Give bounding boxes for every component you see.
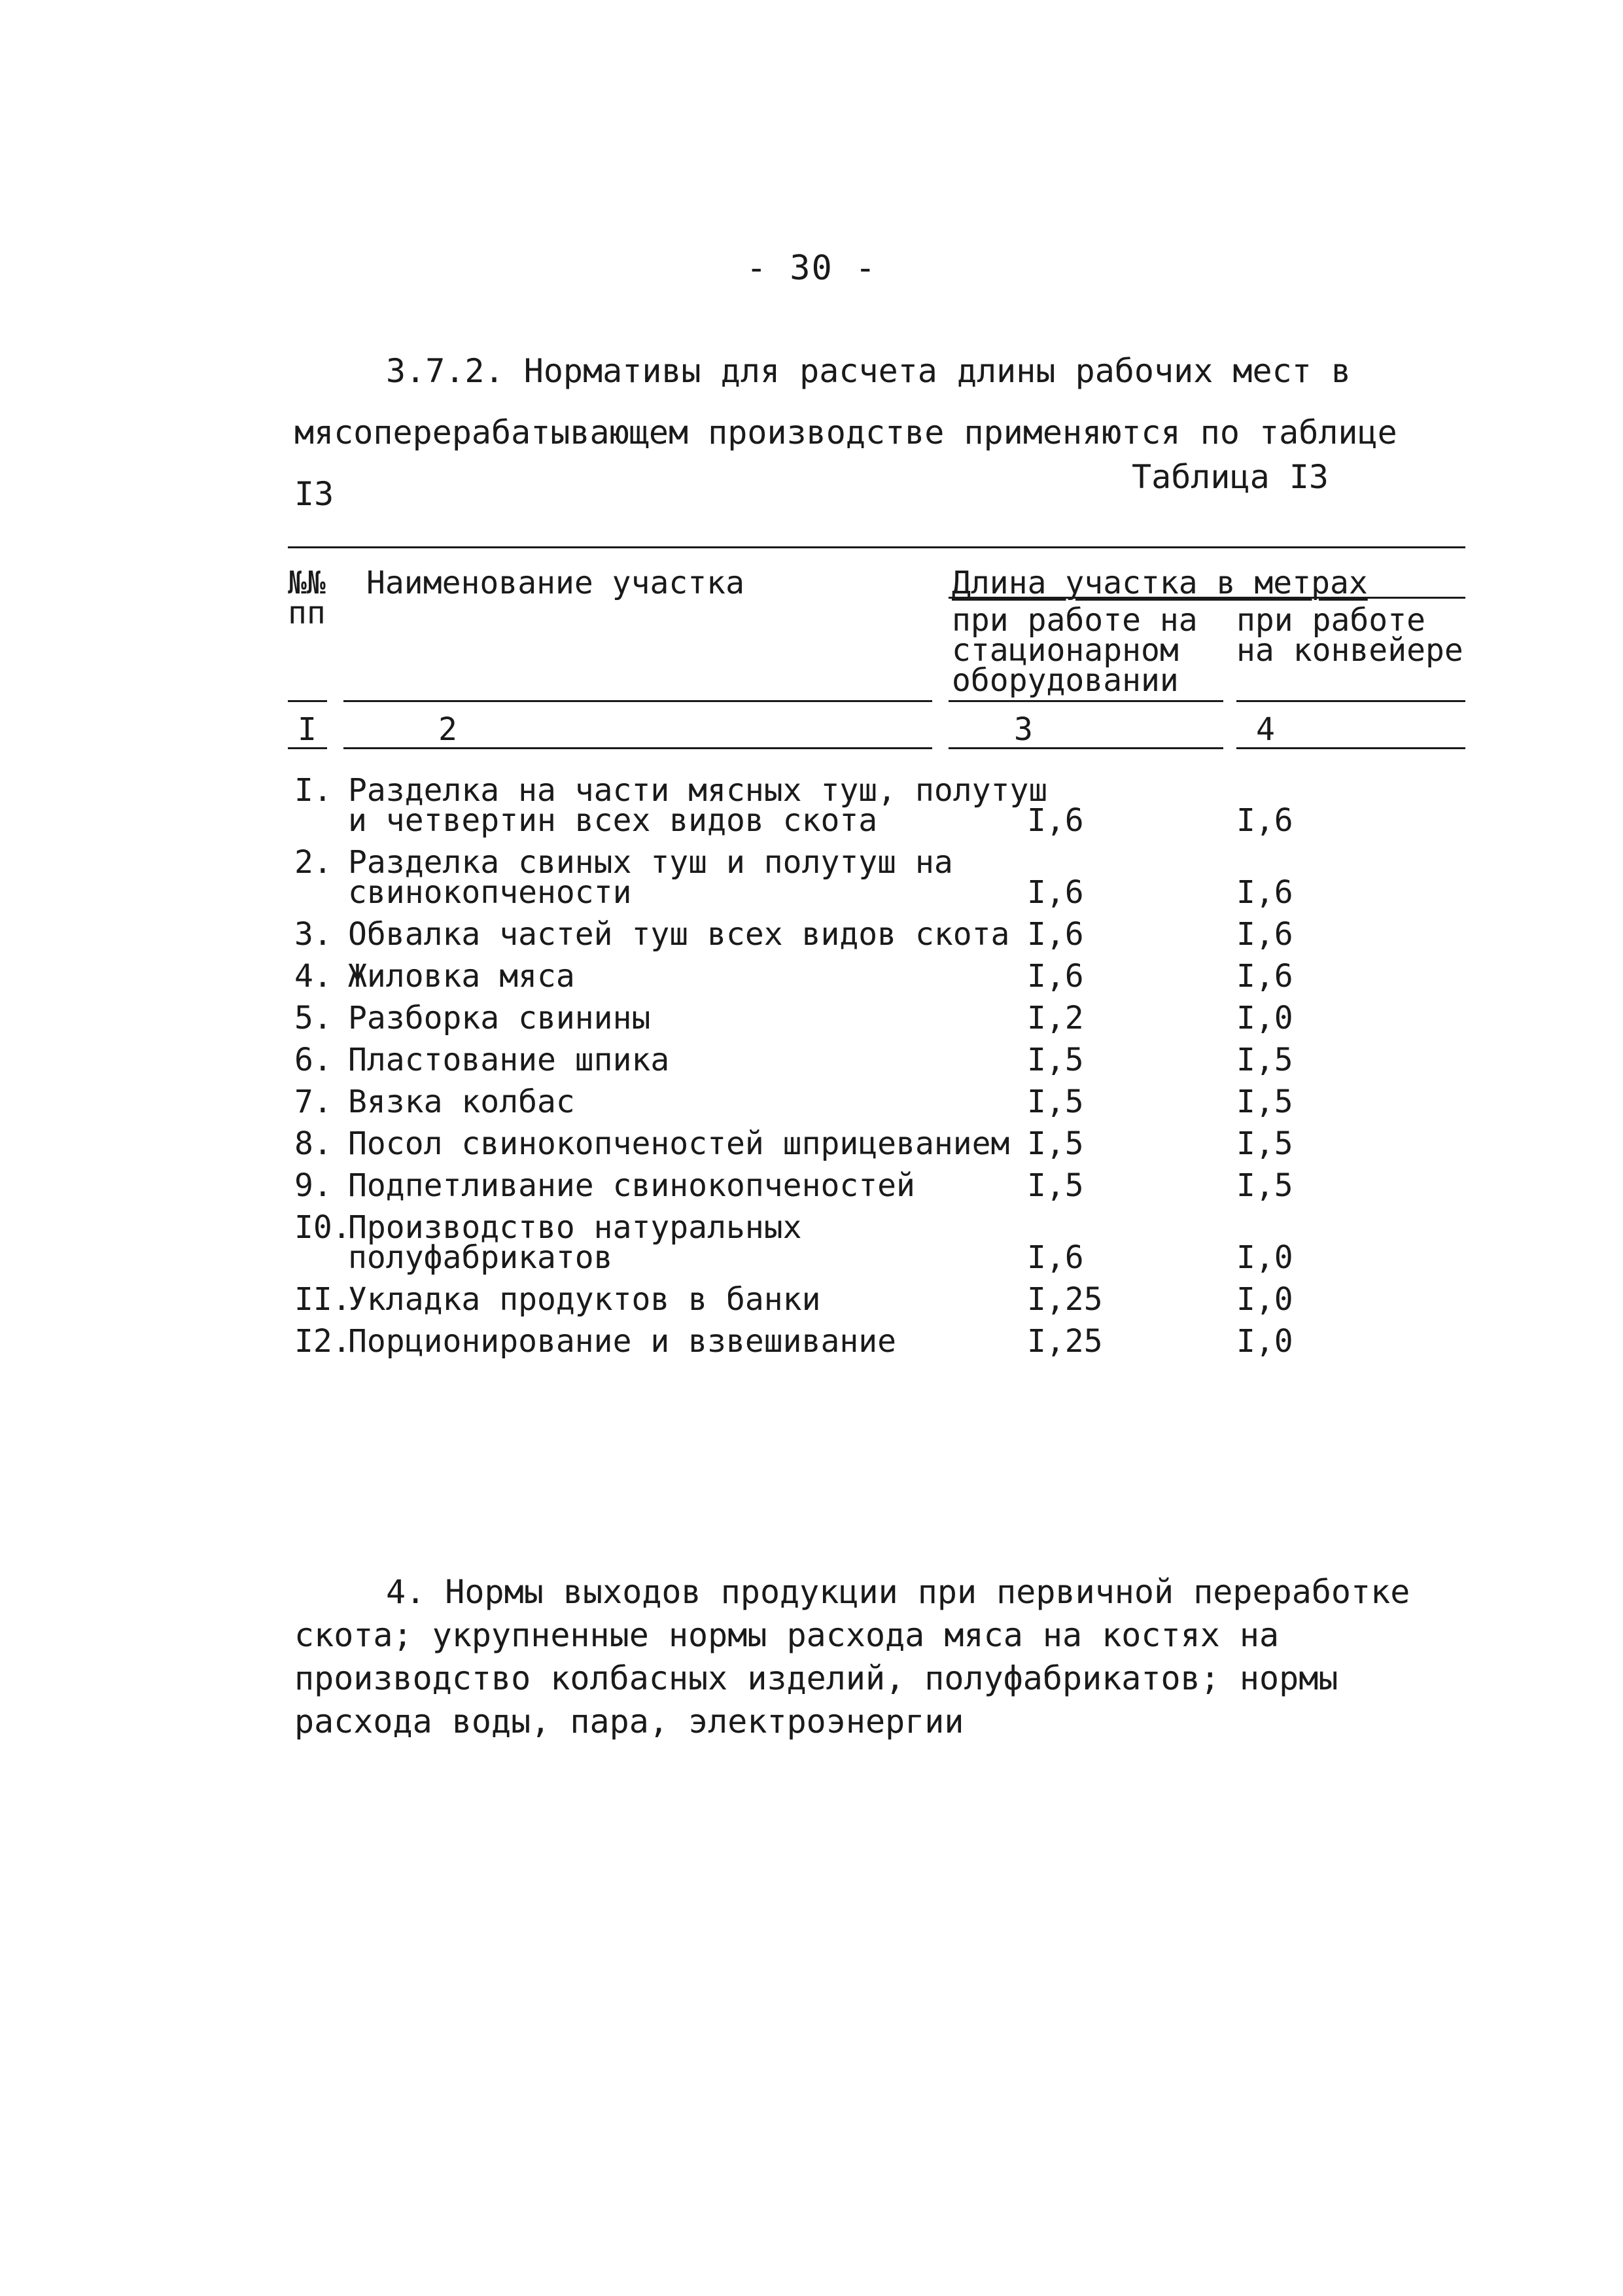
row-name: Разделка свиных туш и полутуш на свинокопчености — [348, 844, 953, 911]
row-conveyor-value: I,6 — [1236, 874, 1293, 911]
page-number: - 30 - — [746, 249, 877, 288]
row-number: 2. — [294, 844, 332, 881]
row-conveyor-value: I,6 — [1236, 802, 1293, 839]
header-bottom-rule-1 — [288, 700, 327, 702]
row-stationary-value: I,6 — [1027, 802, 1084, 839]
row-stationary-value: I,6 — [1027, 958, 1084, 995]
row-number: 5. — [294, 1000, 332, 1036]
table-row — [294, 844, 1465, 911]
row-name: Разделка на части мясных туш, полутуш и четвертин всех видов скота — [348, 772, 1048, 839]
row-number: 3. — [294, 916, 332, 953]
colnum-rule-3 — [949, 747, 1223, 749]
table-row — [294, 1281, 1465, 1318]
header-name: Наименование участка — [366, 565, 744, 601]
row-conveyor-value: I,6 — [1236, 958, 1293, 995]
row-number: II. — [294, 1281, 351, 1318]
row-name: Подпетливание свинокопченостей — [348, 1167, 915, 1204]
row-conveyor-value: I,0 — [1236, 1000, 1293, 1036]
table-row — [294, 958, 1465, 995]
row-conveyor-value: I,5 — [1236, 1084, 1293, 1120]
colnum-rule-1 — [288, 747, 327, 749]
row-stationary-value: I,6 — [1027, 874, 1084, 911]
table-row — [294, 1167, 1465, 1204]
row-name: Жиловка мяса — [348, 958, 575, 995]
row-name: Разборка свинины — [348, 1000, 651, 1036]
row-conveyor-value: I,5 — [1236, 1167, 1293, 1204]
header-num: №№ пп — [288, 565, 326, 631]
table-row — [294, 1209, 1465, 1276]
header-bottom-rule-4 — [1236, 700, 1465, 702]
table-row — [294, 1042, 1465, 1078]
table-body — [294, 772, 1465, 1368]
row-conveyor-value: I,6 — [1236, 916, 1293, 953]
row-conveyor-value: I,0 — [1236, 1239, 1293, 1276]
row-number: 7. — [294, 1084, 332, 1120]
row-name: Производство натуральных полуфабрикатов — [348, 1209, 802, 1276]
closing-paragraph: 4. Нормы выходов продукции при первичной переработке скота; укрупненные нормы расхода мяса на костях на производство колбасных изделий, полуфабрикатов; нормы расхода воды, пара, электроэнергии — [294, 1573, 1410, 1740]
row-name: Обвалка частей туш всех видов скота — [348, 916, 1010, 953]
table-row — [294, 772, 1465, 839]
row-stationary-value: I,5 — [1027, 1167, 1084, 1204]
column-number-1: I — [298, 711, 317, 748]
row-stationary-value: I,6 — [1027, 1239, 1084, 1276]
header-bottom-rule-3 — [949, 700, 1223, 702]
row-conveyor-value: I,0 — [1236, 1323, 1293, 1360]
header-length-group-text: Длина участка в метрах — [952, 565, 1368, 601]
column-number-4: 4 — [1256, 711, 1275, 748]
row-name: Порционирование и взвешивание — [348, 1323, 897, 1360]
row-name: Вязка колбас — [348, 1084, 575, 1120]
column-number-3: 3 — [1014, 711, 1033, 748]
row-stationary-value: I,5 — [1027, 1084, 1084, 1120]
table-row — [294, 1323, 1465, 1360]
header-stationary: при работе на стационарном оборудовании — [952, 602, 1198, 699]
colnum-rule-4 — [1236, 747, 1465, 749]
row-conveyor-value: I,5 — [1236, 1042, 1293, 1078]
row-number: I. — [294, 772, 332, 809]
table-top-rule — [288, 546, 1465, 548]
row-number: 4. — [294, 958, 332, 995]
header-bottom-rule-2 — [343, 700, 932, 702]
row-stationary-value: I,6 — [1027, 916, 1084, 953]
row-number: 8. — [294, 1125, 332, 1162]
row-name: Укладка продуктов в банки — [348, 1281, 821, 1318]
table-row — [294, 1000, 1465, 1036]
header-conveyor: при работе на конвейере — [1236, 602, 1463, 669]
row-number: I0. — [294, 1209, 351, 1246]
header-length-group — [952, 565, 1469, 601]
table-row — [294, 1084, 1465, 1120]
row-stationary-value: I,5 — [1027, 1042, 1084, 1078]
row-name: Посол свинокопченостей шприцеванием — [348, 1125, 1010, 1162]
row-stationary-value: I,5 — [1027, 1125, 1084, 1162]
row-name: Пластование шпика — [348, 1042, 670, 1078]
column-number-2: 2 — [438, 711, 457, 748]
table-row — [294, 1125, 1465, 1162]
colnum-rule-2 — [343, 747, 932, 749]
header-group-rule — [949, 597, 1465, 599]
row-stationary-value: I,2 — [1027, 1000, 1084, 1036]
row-conveyor-value: I,5 — [1236, 1125, 1293, 1162]
table-row — [294, 916, 1465, 953]
row-stationary-value: I,25 — [1027, 1323, 1103, 1360]
row-conveyor-value: I,0 — [1236, 1281, 1293, 1318]
row-number: 6. — [294, 1042, 332, 1078]
row-number: I2. — [294, 1323, 351, 1360]
intro-paragraph: 3.7.2. Нормативы для расчета длины рабочих мест в мясоперерабатывающем производстве применяются по таблице I3 — [294, 352, 1397, 513]
table-caption: Таблица I3 — [1132, 458, 1329, 496]
row-stationary-value: I,25 — [1027, 1281, 1103, 1318]
row-number: 9. — [294, 1167, 332, 1204]
